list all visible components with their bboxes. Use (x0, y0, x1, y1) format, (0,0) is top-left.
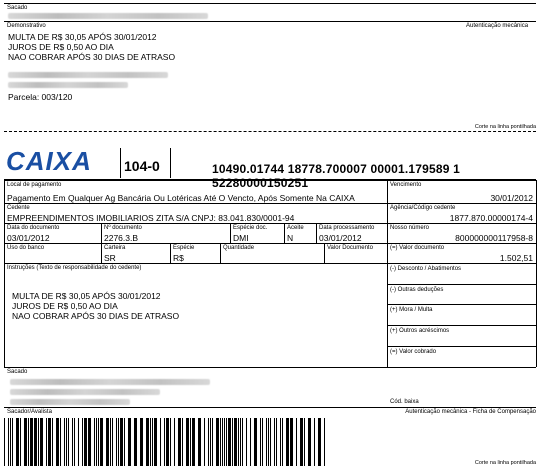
vencimento-label: Vencimento (390, 182, 422, 188)
slip-instruction-2: JUROS DE R$ 0,50 AO DIA (12, 301, 118, 311)
caixa-logo: CAIXA (6, 146, 92, 176)
vencimento: 30/01/2012 (490, 193, 533, 203)
data-processamento: 03/01/2012 (319, 233, 362, 243)
parcela-text: Parcela: 003/120 (8, 92, 73, 102)
cedente: EMPREENDIMENTOS IMOBILIARIOS ZITA S/A CNPJ: 83.041.830/0001-94 (7, 213, 295, 223)
left-border (4, 180, 5, 367)
local-pagamento-label: Local de pagamento (7, 182, 62, 188)
header-bottom (4, 179, 536, 181)
desconto-label: (-) Desconto / Abatimentos (390, 266, 462, 272)
receipt-sacado-label: Sacado (7, 5, 28, 11)
redacted-sacado-2 (10, 389, 160, 395)
right-line-1 (387, 284, 536, 285)
col-div-b (230, 223, 231, 243)
corte-label-top: Corte na linha pontilhada (474, 124, 536, 130)
row-line-4 (4, 263, 536, 264)
carteira: SR (104, 253, 116, 263)
corte-label-bottom: Corte na linha pontilhada (474, 460, 536, 466)
cut-line-top (4, 131, 536, 132)
row-line-3 (4, 243, 536, 244)
sacador-label: Sacador/Avalista (7, 409, 52, 415)
data-documento-label: Data do documento (7, 225, 60, 231)
redacted-sacado (8, 13, 208, 19)
local-pagamento: Pagamento Em Qualquer Ag Bancária Ou Lotéricas Até O Vencto, Após Somente Na CAIXA (7, 193, 355, 203)
num-documento-label: Nº documento (104, 225, 142, 231)
autenticacao-label: Autenticação mecânica (466, 23, 529, 29)
outros-acrescimos-label: (+) Outros acréscimos (390, 328, 450, 334)
top-border (4, 3, 536, 4)
aceite: N (287, 233, 294, 243)
data-documento: 03/01/2012 (7, 233, 50, 243)
row-line-6 (4, 407, 536, 408)
valor-label: Valor Documento (327, 245, 373, 251)
especie-label: Espécie (173, 245, 195, 251)
redacted-line-1 (8, 72, 168, 78)
instrucoes-label: Instruções (Texto de responsabilidade do cedente) (7, 265, 142, 271)
quantidade-label: Quantidade (223, 245, 255, 251)
right-line-3 (387, 325, 536, 326)
redacted-sacado-3 (10, 399, 130, 405)
redacted-sacado-1 (10, 379, 210, 385)
linha-digitavel: 10490.01744 18778.700007 00001.179589 1 52280000150251 (212, 162, 461, 190)
code-separator (170, 148, 171, 178)
slip-instruction-1: MULTA DE R$ 30,05 APÓS 30/01/2012 (12, 291, 161, 301)
agencia-label: Agência/Código cedente (390, 205, 456, 211)
barcode (4, 418, 326, 466)
cod-baixa-label: Cód. baixa (390, 399, 419, 405)
right-line-4 (387, 346, 536, 347)
valor-documento-label: (=) Valor documento (390, 245, 445, 251)
agencia: 1877.870.00000174-4 (449, 213, 533, 223)
logo-separator (120, 148, 121, 178)
receipt-divider (4, 21, 536, 22)
col-div-e (170, 243, 171, 263)
cedente-label: Cedente (7, 205, 30, 211)
right-line-2 (387, 304, 536, 305)
aceite-label: Aceite (287, 225, 304, 231)
bank-code: 104-0 (124, 158, 160, 174)
col-div-d (316, 223, 317, 243)
uso-banco-label: Uso do banco (7, 245, 45, 251)
mora-label: (+) Mora / Multa (390, 307, 433, 313)
nosso-numero-label: Nosso número (390, 225, 430, 231)
row-line-2 (4, 223, 536, 224)
receipt-instruction-1: MULTA DE R$ 30,05 APÓS 30/01/2012 (8, 32, 157, 42)
especie-doc-label: Espécie doc. (233, 225, 268, 231)
redacted-line-2 (8, 82, 128, 88)
right-border (536, 180, 537, 367)
right-column-divider (387, 180, 388, 367)
slip-instruction-3: NAO COBRAR APÓS 30 DIAS DE ATRASO (12, 311, 180, 321)
receipt-instruction-2: JUROS DE R$ 0,50 AO DIA (8, 42, 114, 52)
especie: R$ (173, 253, 184, 263)
valor-cobrado-label: (=) Valor cobrado (390, 349, 437, 355)
slip-sacado-label: Sacado (7, 369, 28, 375)
nosso-numero: 800000000117958-8 (455, 233, 533, 243)
autenticacao-ficha: Autenticação mecânica - Ficha de Compensação (405, 409, 536, 415)
col-div-f (220, 243, 221, 263)
num-documento: 2276.3.B (104, 233, 139, 243)
col-div-g (324, 243, 325, 263)
valor-documento: 1.502,51 (499, 253, 533, 263)
col-div-c (284, 223, 285, 243)
receipt-instruction-3: NAO COBRAR APÓS 30 DIAS DE ATRASO (8, 52, 176, 62)
row-line-5 (4, 367, 536, 368)
carteira-label: Carteira (104, 245, 126, 251)
demonstrativo-label: Demonstrativo (7, 23, 46, 29)
especie-doc: DMI (233, 233, 249, 243)
outras-deducoes-label: (-) Outras deduções (390, 287, 444, 293)
data-processamento-label: Data processamento (319, 225, 375, 231)
row-line-1 (4, 203, 536, 204)
